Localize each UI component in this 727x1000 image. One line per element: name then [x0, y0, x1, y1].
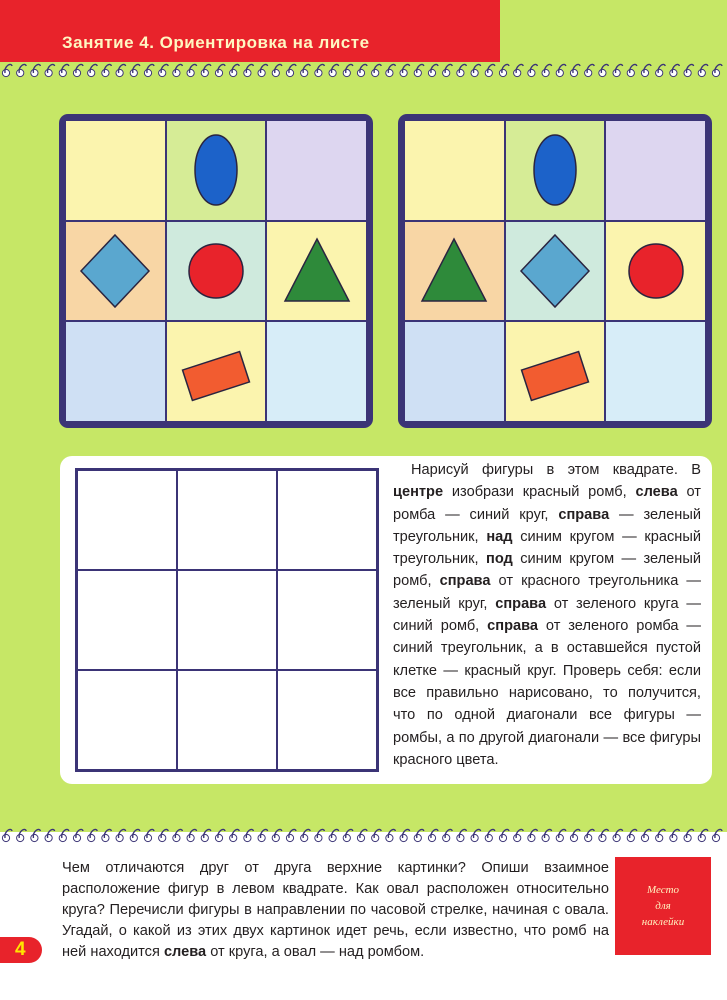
draw-cell[interactable]: [277, 470, 377, 570]
grid-cell: [506, 322, 605, 421]
grid-cell: [405, 222, 504, 321]
blue-oval-shape: [534, 135, 576, 205]
draw-cell[interactable]: [77, 670, 177, 770]
empty-drawing-grid[interactable]: [75, 468, 379, 772]
grid-cell: [606, 222, 705, 321]
grid-cell: [405, 121, 504, 220]
draw-cell[interactable]: [277, 670, 377, 770]
draw-cell[interactable]: [177, 670, 277, 770]
grid-cell: [66, 121, 165, 220]
grid-cell: [506, 121, 605, 220]
blue-rhombus-shape: [81, 235, 149, 307]
grid-cell: [267, 322, 366, 421]
green-triangle-shape: [422, 239, 486, 301]
draw-cell[interactable]: [77, 470, 177, 570]
drawing-task-text: Нарисуй фигуры в этом квадрате. В центре изобрази красный ромб, слева от ромба — синий круг, справа — зеленый треугольник, над синим кругом — красный треугольник, под синим кругом — зеленый ромб, справа от красного треугольника — зеленый круг, справа от зеленого круга — синий ромб, справа от зеленого ромба — синий треугольник, а в оставшейся пустой клетке — красный круг. Проверь себя: если все правильно нарисовано, то получится, что по одной диагонали все фигуры — ромбы, а по другой диагонали — все фигуры красного цвета.: [393, 462, 702, 768]
green-triangle-shape: [285, 239, 349, 301]
left-picture-grid: [59, 114, 373, 428]
grid-cell: [167, 322, 266, 421]
orange-rectangle-shape: [183, 351, 250, 400]
red-circle-shape: [189, 244, 243, 298]
orange-rectangle-shape: [522, 351, 589, 400]
grid-cell: [606, 322, 705, 421]
draw-cell[interactable]: [77, 570, 177, 670]
draw-cell[interactable]: [277, 570, 377, 670]
spiral-binding-top: [0, 60, 727, 82]
grid-cell: [66, 222, 165, 321]
grid-cell: [506, 222, 605, 321]
grid-cell: [167, 121, 266, 220]
lesson-title: Занятие 4. Ориентировка на листе: [62, 33, 370, 52]
page-number-tab: [0, 937, 42, 963]
spiral-binding-bottom: [0, 825, 727, 847]
blue-oval-shape: [195, 135, 237, 205]
page-number: 4: [15, 939, 26, 960]
grid-cell: [267, 121, 366, 220]
question-text: Чем отличаются друг от друга верхние картинки? Опиши взаимное расположение фигур в левом квадрате. Как овал расположен относительно круга? Перечисли фигуры в направлении по часовой стрелке, начиная с овала. Угадай, о какой из этих двух картинок идет речь, если известно, что ромб на ней находится слева от круга, а овал — над ромбом.: [62, 860, 609, 960]
red-circle-shape: [629, 244, 683, 298]
grid-cell: [267, 222, 366, 321]
grid-cell: [66, 322, 165, 421]
right-picture-grid: [398, 114, 712, 428]
draw-cell[interactable]: [177, 570, 277, 670]
grid-cell: [167, 222, 266, 321]
blue-rhombus-shape: [521, 235, 589, 307]
draw-cell[interactable]: [177, 470, 277, 570]
grid-cell: [405, 322, 504, 421]
sticker-placeholder: Место для наклейки: [615, 857, 711, 955]
grid-cell: [606, 121, 705, 220]
